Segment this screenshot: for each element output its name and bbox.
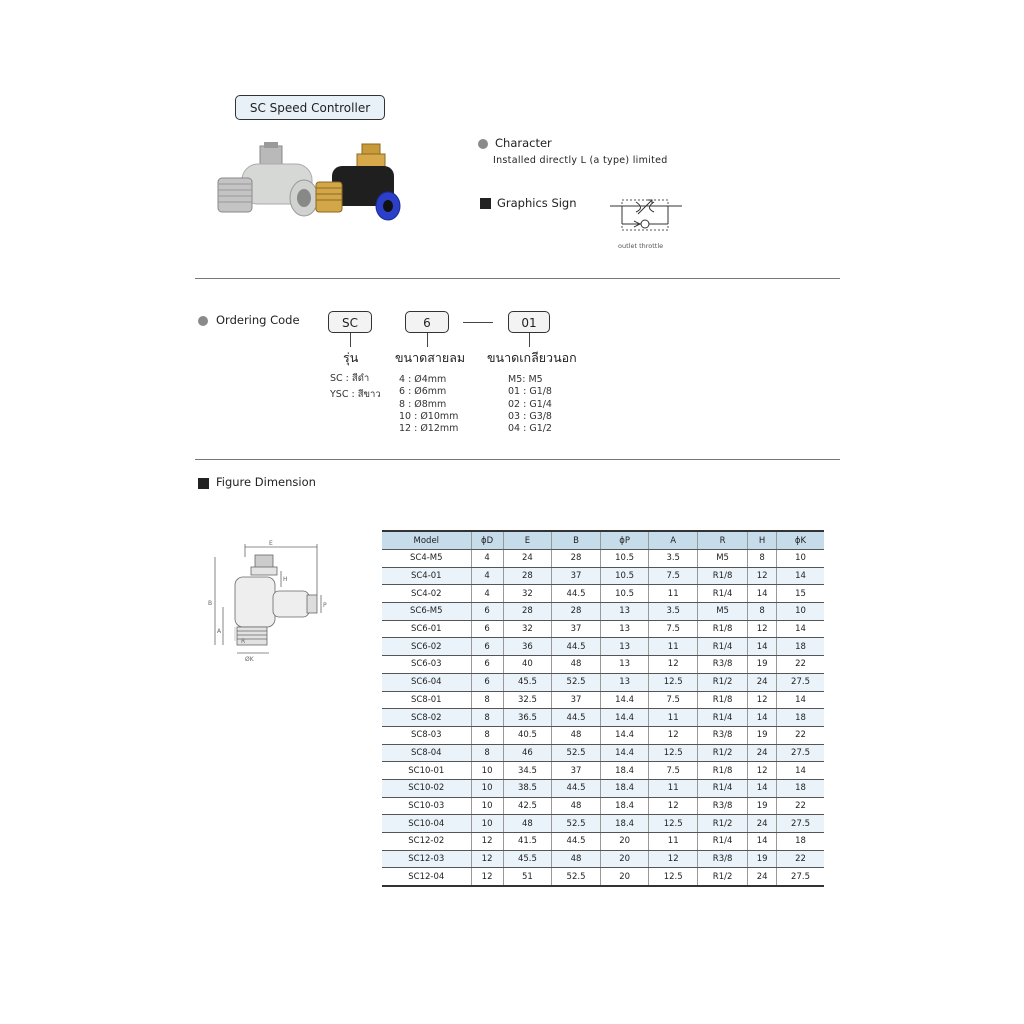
table-cell: 24: [748, 744, 777, 762]
drawing-label-b: B: [208, 600, 213, 607]
model-cell: SC10-03: [382, 797, 471, 815]
table-cell: R1/8: [698, 762, 748, 780]
column-header: Model: [382, 531, 471, 550]
table-cell: 41.5: [503, 833, 552, 851]
table-cell: R1/2: [698, 815, 748, 833]
table-cell: R1/4: [698, 638, 748, 656]
table-cell: 14.4: [600, 709, 649, 727]
table-cell: 22: [777, 850, 824, 868]
table-row: [382, 656, 824, 674]
table-row: [382, 638, 824, 656]
table-cell: 18.4: [600, 779, 649, 797]
table-cell: R1/8: [698, 567, 748, 585]
table-cell: 7.5: [649, 620, 698, 638]
table-cell: 12: [471, 850, 503, 868]
table-cell: 8: [471, 691, 503, 709]
table-cell: 6: [471, 673, 503, 691]
table-cell: 10.5: [600, 585, 649, 603]
table-cell: R1/4: [698, 585, 748, 603]
table-cell: 4: [471, 550, 503, 568]
model-cell: SC12-04: [382, 868, 471, 886]
table-cell: R1/2: [698, 673, 748, 691]
table-cell: 44.5: [552, 833, 601, 851]
drawing-label-r: R: [241, 638, 246, 645]
table-cell: 37: [552, 567, 601, 585]
table-cell: 10: [777, 603, 824, 621]
model-option: YSC : สีขาว: [330, 389, 381, 400]
model-cell: SC8-04: [382, 744, 471, 762]
graphics-sign-heading: Graphics Sign: [497, 196, 577, 210]
table-cell: 46: [503, 744, 552, 762]
column-header: ϕP: [600, 531, 649, 550]
model-cell: SC6-M5: [382, 603, 471, 621]
table-row: [382, 585, 824, 603]
table-cell: 18: [777, 779, 824, 797]
model-cell: SC8-02: [382, 709, 471, 727]
table-header-row: [382, 531, 824, 550]
thread-size-options: [508, 374, 552, 435]
table-cell: 36.5: [503, 709, 552, 727]
character-bullet-icon: [478, 139, 488, 149]
table-cell: 12.5: [649, 815, 698, 833]
table-cell: 28: [552, 550, 601, 568]
figure-bullet-icon: [198, 478, 209, 489]
table-cell: 37: [552, 620, 601, 638]
table-cell: 24: [748, 868, 777, 886]
character-heading: Character: [495, 136, 552, 150]
table-cell: 12: [748, 762, 777, 780]
table-cell: 14.4: [600, 744, 649, 762]
table-cell: 52.5: [552, 744, 601, 762]
table-row: [382, 726, 824, 744]
table-cell: 14: [777, 620, 824, 638]
table-cell: 12: [748, 620, 777, 638]
table-cell: 12: [471, 868, 503, 886]
code-connector-1: [350, 333, 351, 347]
model-cell: SC10-04: [382, 815, 471, 833]
table-cell: 52.5: [552, 673, 601, 691]
table-cell: 7.5: [649, 691, 698, 709]
table-row: [382, 567, 824, 585]
table-cell: 12: [471, 833, 503, 851]
model-cell: SC12-02: [382, 833, 471, 851]
table-cell: 14: [748, 709, 777, 727]
model-cell: SC8-01: [382, 691, 471, 709]
table-cell: 32: [503, 585, 552, 603]
table-cell: 24: [503, 550, 552, 568]
table-cell: 12: [748, 691, 777, 709]
table-cell: 11: [649, 779, 698, 797]
table-cell: 19: [748, 850, 777, 868]
table-cell: 6: [471, 638, 503, 656]
table-cell: 37: [552, 762, 601, 780]
table-cell: 8: [471, 726, 503, 744]
table-cell: R3/8: [698, 850, 748, 868]
table-cell: 10: [471, 779, 503, 797]
table-cell: 36: [503, 638, 552, 656]
table-cell: 15: [777, 585, 824, 603]
drawing-label-p: P: [323, 602, 327, 609]
tube-size-option: 6 : Ø6mm: [399, 386, 447, 398]
tube-size-option: 10 : Ø10mm: [399, 410, 459, 422]
table-cell: 40: [503, 656, 552, 674]
table-cell: 13: [600, 603, 649, 621]
table-cell: 4: [471, 585, 503, 603]
model-options: [330, 371, 381, 403]
table-row: [382, 833, 824, 851]
model-label: รุ่น: [343, 350, 359, 365]
table-cell: 18.4: [600, 815, 649, 833]
model-cell: SC6-01: [382, 620, 471, 638]
table-cell: 38.5: [503, 779, 552, 797]
drawing-label-e: E: [269, 540, 273, 547]
table-cell: 22: [777, 656, 824, 674]
table-cell: 8: [471, 744, 503, 762]
table-cell: 22: [777, 797, 824, 815]
table-cell: 10: [777, 550, 824, 568]
table-cell: 6: [471, 656, 503, 674]
table-cell: 10: [471, 797, 503, 815]
table-row: [382, 603, 824, 621]
model-option: SC : สีดำ: [330, 373, 370, 384]
table-cell: 14: [748, 585, 777, 603]
table-cell: 13: [600, 638, 649, 656]
table-cell: 18.4: [600, 762, 649, 780]
table-cell: 12: [649, 656, 698, 674]
table-cell: 52.5: [552, 868, 601, 886]
table-cell: 51: [503, 868, 552, 886]
table-cell: R1/2: [698, 868, 748, 886]
table-cell: 27.5: [777, 744, 824, 762]
model-cell: SC12-03: [382, 850, 471, 868]
table-cell: 20: [600, 833, 649, 851]
table-cell: 13: [600, 673, 649, 691]
table-cell: 45.5: [503, 850, 552, 868]
table-row: [382, 779, 824, 797]
table-cell: 18: [777, 833, 824, 851]
table-cell: 48: [552, 850, 601, 868]
code-connector-2: [427, 333, 428, 347]
table-cell: 14: [748, 638, 777, 656]
dimension-drawing: [205, 535, 335, 665]
table-row: [382, 550, 824, 568]
table-cell: M5: [698, 603, 748, 621]
tube-size-option: 8 : Ø8mm: [399, 398, 447, 410]
table-row: [382, 850, 824, 868]
tube-size-option: 12 : Ø12mm: [399, 423, 459, 435]
table-cell: 11: [649, 585, 698, 603]
table-cell: 44.5: [552, 779, 601, 797]
table-row: [382, 744, 824, 762]
figure-heading: Figure Dimension: [216, 475, 316, 489]
column-header: B: [552, 531, 601, 550]
table-cell: 27.5: [777, 673, 824, 691]
table-cell: 12: [649, 797, 698, 815]
model-cell: SC6-02: [382, 638, 471, 656]
table-cell: 48: [503, 815, 552, 833]
graphics-sign-bullet-icon: [480, 198, 491, 209]
table-cell: 40.5: [503, 726, 552, 744]
ordering-code-thread-box: 01: [508, 311, 550, 333]
thread-size-option: 02 : G1/4: [508, 398, 552, 410]
table-cell: R1/8: [698, 620, 748, 638]
table-row: [382, 709, 824, 727]
table-cell: 18: [777, 709, 824, 727]
table-cell: 12.5: [649, 744, 698, 762]
table-cell: 28: [503, 567, 552, 585]
table-cell: 11: [649, 709, 698, 727]
table-cell: 14.4: [600, 691, 649, 709]
table-cell: 13: [600, 620, 649, 638]
table-cell: 18.4: [600, 797, 649, 815]
table-cell: 32: [503, 620, 552, 638]
tube-size-options: [399, 374, 458, 435]
table-cell: 14: [777, 762, 824, 780]
model-cell: SC8-03: [382, 726, 471, 744]
thread-size-option: M5: M5: [508, 374, 543, 385]
table-cell: 19: [748, 726, 777, 744]
divider-1: [195, 278, 840, 279]
column-header: H: [748, 531, 777, 550]
product-title: SC Speed Controller: [235, 95, 385, 120]
table-cell: 10: [471, 815, 503, 833]
thread-size-option: 01 : G1/8: [508, 386, 552, 398]
model-cell: SC6-04: [382, 673, 471, 691]
table-cell: 8: [748, 550, 777, 568]
table-cell: R1/2: [698, 744, 748, 762]
table-cell: 28: [503, 603, 552, 621]
table-cell: 42.5: [503, 797, 552, 815]
table-cell: R3/8: [698, 656, 748, 674]
table-cell: 8: [471, 709, 503, 727]
ordering-code-tube-box: 6: [405, 311, 449, 333]
table-row: [382, 620, 824, 638]
table-cell: 37: [552, 691, 601, 709]
table-cell: 18: [777, 638, 824, 656]
column-header: ϕK: [777, 531, 824, 550]
table-cell: 10: [471, 762, 503, 780]
table-cell: 44.5: [552, 638, 601, 656]
table-row: [382, 815, 824, 833]
table-cell: 14: [777, 567, 824, 585]
table-cell: 20: [600, 868, 649, 886]
table-cell: 11: [649, 833, 698, 851]
table-cell: 52.5: [552, 815, 601, 833]
code-connector-3: [529, 333, 530, 347]
tube-size-label: ขนาดสายลม: [395, 350, 466, 365]
table-cell: 14.4: [600, 726, 649, 744]
drawing-label-a: A: [217, 628, 222, 635]
table-cell: 10.5: [600, 550, 649, 568]
table-cell: 13: [600, 656, 649, 674]
table-cell: 7.5: [649, 762, 698, 780]
table-cell: 45.5: [503, 673, 552, 691]
table-cell: 34.5: [503, 762, 552, 780]
table-cell: 12.5: [649, 868, 698, 886]
table-cell: 12: [748, 567, 777, 585]
drawing-label-k: ØK: [245, 656, 254, 663]
ordering-bullet-icon: [198, 316, 208, 326]
graphics-sign-caption: outlet throttle: [618, 242, 664, 250]
table-row: [382, 797, 824, 815]
table-cell: 6: [471, 620, 503, 638]
table-cell: 14: [748, 833, 777, 851]
ordering-code-model-box: SC: [328, 311, 372, 333]
table-row: [382, 691, 824, 709]
character-text: Installed directly L (a type) limited: [493, 155, 668, 166]
table-cell: 24: [748, 815, 777, 833]
table-cell: 12: [649, 726, 698, 744]
table-cell: 6: [471, 603, 503, 621]
table-cell: 12.5: [649, 673, 698, 691]
table-cell: 10.5: [600, 567, 649, 585]
table-cell: R1/4: [698, 833, 748, 851]
table-cell: 28: [552, 603, 601, 621]
table-cell: 44.5: [552, 585, 601, 603]
black-fitting-image: [316, 144, 400, 220]
table-row: [382, 762, 824, 780]
model-cell: SC6-03: [382, 656, 471, 674]
table-cell: 11: [649, 638, 698, 656]
model-cell: SC10-01: [382, 762, 471, 780]
table-cell: R3/8: [698, 726, 748, 744]
table-cell: 44.5: [552, 709, 601, 727]
table-cell: R1/8: [698, 691, 748, 709]
ordering-heading: Ordering Code: [216, 313, 300, 327]
table-cell: 27.5: [777, 868, 824, 886]
table-cell: R3/8: [698, 797, 748, 815]
table-cell: 48: [552, 797, 601, 815]
table-cell: 19: [748, 656, 777, 674]
column-header: ϕD: [471, 531, 503, 550]
table-cell: M5: [698, 550, 748, 568]
table-cell: 3.5: [649, 603, 698, 621]
table-cell: 14: [748, 779, 777, 797]
table-cell: R1/4: [698, 709, 748, 727]
table-cell: 4: [471, 567, 503, 585]
table-cell: 20: [600, 850, 649, 868]
table-row: [382, 673, 824, 691]
thread-size-label: ขนาดเกลียวนอก: [487, 350, 577, 365]
table-cell: 32.5: [503, 691, 552, 709]
table-cell: 8: [748, 603, 777, 621]
table-cell: 24: [748, 673, 777, 691]
model-cell: SC4-01: [382, 567, 471, 585]
table-cell: 48: [552, 726, 601, 744]
divider-2: [195, 459, 840, 460]
table-cell: 19: [748, 797, 777, 815]
table-row: [382, 868, 824, 886]
model-cell: SC4-M5: [382, 550, 471, 568]
white-fitting-image: [218, 142, 318, 216]
column-header: R: [698, 531, 748, 550]
model-cell: SC10-02: [382, 779, 471, 797]
table-cell: 12: [649, 850, 698, 868]
dimension-table: [382, 530, 824, 887]
column-header: A: [649, 531, 698, 550]
table-cell: 7.5: [649, 567, 698, 585]
thread-size-option: 04 : G1/2: [508, 423, 552, 435]
table-cell: 3.5: [649, 550, 698, 568]
table-cell: 48: [552, 656, 601, 674]
code-separator: [463, 322, 493, 323]
tube-size-option: 4 : Ø4mm: [399, 374, 447, 385]
table-cell: 14: [777, 691, 824, 709]
product-photo: [212, 138, 412, 238]
drawing-label-h: H: [283, 576, 288, 583]
table-cell: 22: [777, 726, 824, 744]
column-header: E: [503, 531, 552, 550]
table-cell: R1/4: [698, 779, 748, 797]
table-cell: 27.5: [777, 815, 824, 833]
thread-size-option: 03 : G3/8: [508, 410, 552, 422]
throttle-symbol-icon: [610, 196, 682, 236]
model-cell: SC4-02: [382, 585, 471, 603]
